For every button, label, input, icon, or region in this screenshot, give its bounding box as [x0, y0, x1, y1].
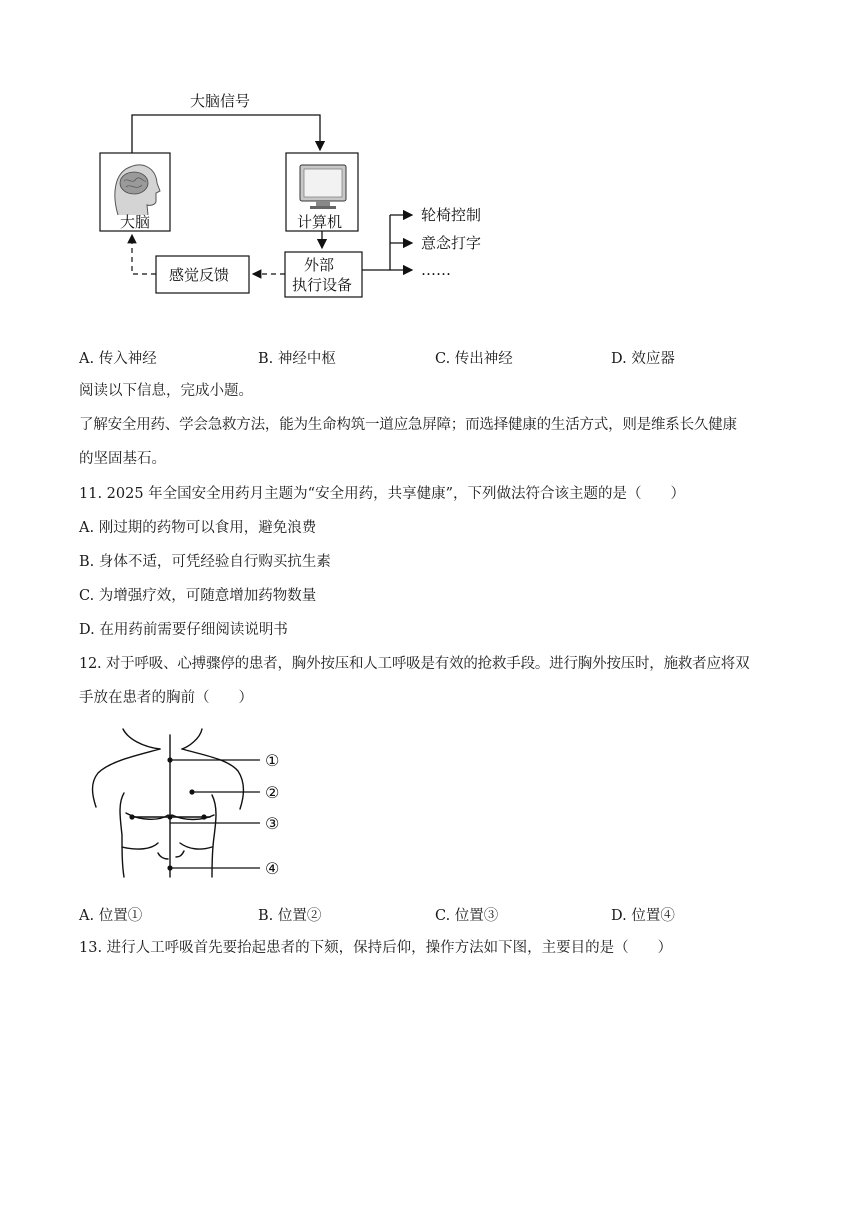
signal-label: 大脑信号: [190, 92, 251, 110]
q10-option-b: B. 神经中枢: [258, 351, 336, 367]
q11-option-a: A. 刚过期的药物可以食用，避免浪费: [79, 520, 317, 536]
q11-stem: 11. 2025 年全国安全用药月主题为“安全用药，共享健康”，下列做法符合该主题的是（ ）: [79, 486, 686, 502]
q12-option-c: C. 位置③: [435, 908, 499, 924]
marker-4: ④: [265, 859, 280, 878]
q12-option-d: D. 位置④: [611, 908, 675, 924]
q10-option-a: A. 传入神经: [79, 351, 157, 367]
reading-instruction: 阅读以下信息，完成小题。: [79, 383, 253, 399]
reading-passage-line2: 的坚固基石。: [79, 451, 166, 467]
feedback-to-brain-arrow: [132, 235, 156, 274]
reading-passage-line1: 了解安全用药、学会急救方法，能为生命构筑一道应急屏障；而选择健康的生活方式，则是维系长久健康: [79, 417, 737, 433]
q10-option-c: C. 传出神经: [435, 351, 513, 367]
q12-option-a: A. 位置①: [79, 908, 143, 924]
output-label-3: ……: [421, 261, 451, 279]
device-label-line2: 执行设备: [292, 276, 353, 294]
q12-stem-line2: 手放在患者的胸前（ ）: [79, 690, 253, 706]
device-label-line1: 外部: [304, 256, 335, 274]
q10-option-d: D. 效应器: [611, 351, 675, 367]
q12-stem-line1: 12. 对于呼吸、心搏骤停的患者，胸外按压和人工呼吸是有效的抢救手段。进行胸外按压时，施救者应将双: [79, 656, 750, 672]
brain-signal-arrow: [132, 115, 320, 153]
q11-option-d: D. 在用药前需要仔细阅读说明书: [79, 622, 288, 638]
computer-label: 计算机: [297, 213, 343, 231]
marker-2: ②: [265, 783, 280, 802]
q12-option-b: B. 位置②: [258, 908, 322, 924]
q13-stem: 13. 进行人工呼吸首先要抬起患者的下颏，保持后仰，操作方法如下图，主要目的是（ ）: [79, 940, 673, 956]
feedback-label: 感觉反馈: [169, 266, 230, 284]
q11-option-b: B. 身体不适，可凭经验自行购买抗生素: [79, 554, 331, 570]
marker-3: ③: [265, 814, 280, 833]
output-label-1: 轮椅控制: [421, 206, 482, 224]
bci-diagram: [90, 85, 490, 300]
output-label-2: 意念打字: [421, 234, 482, 252]
marker-1: ①: [265, 751, 280, 770]
q11-option-c: C. 为增强疗效，可随意增加药物数量: [79, 588, 317, 604]
chest-figure: [88, 725, 298, 885]
brain-label: 大脑: [120, 213, 151, 231]
